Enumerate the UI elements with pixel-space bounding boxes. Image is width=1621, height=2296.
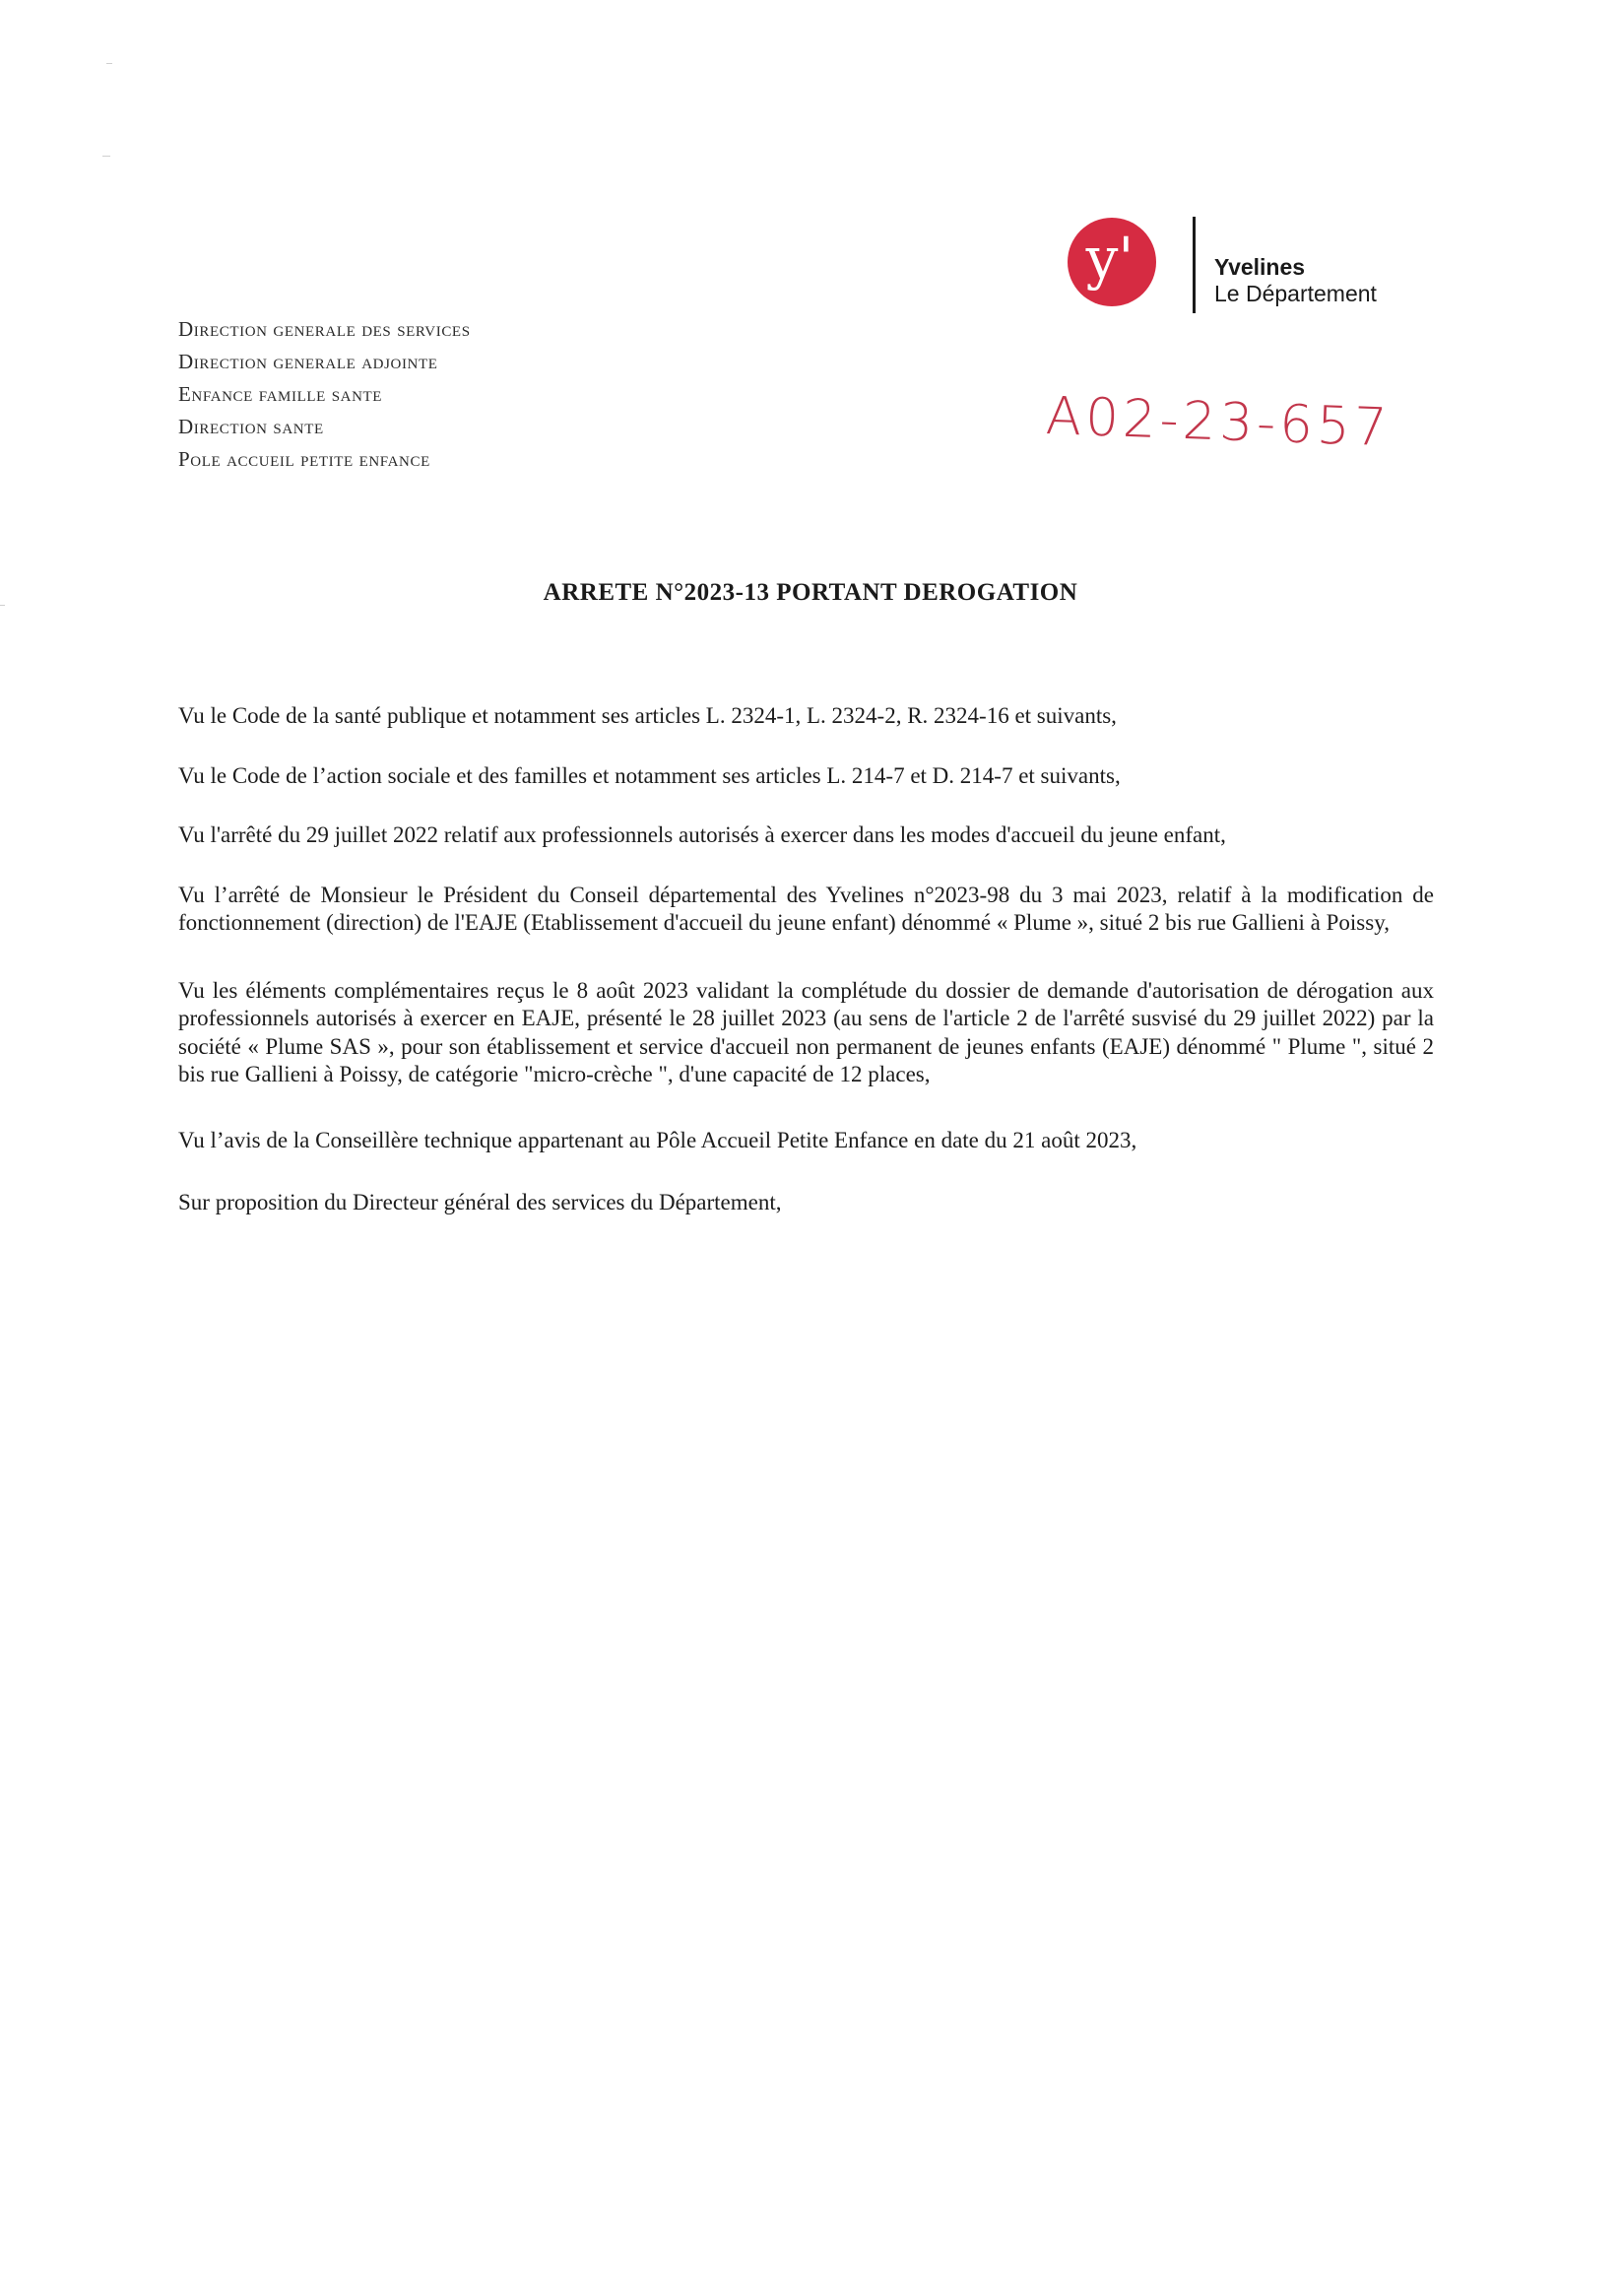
paragraph: Vu les éléments complémentaires reçus le 8 août 2023 validant la complétude du dossier de demande d'autorisation de dérogation aux professionnels autorisés à exercer en EAJE, présenté le 28 juillet 2023 (au sens de l'article 2 de l'arrêté susvisé du 29 juillet 2022) par la société « Plume SAS », pour son établissement et service d'accueil non permanent de jeunes enfants (EAJE) dénommé " Plume ", situé 2 bis rue Gallieni à Poissy, de catégorie "micro-crèche ", d'une capacité de 12 places, — [178, 977, 1434, 1086]
paragraph: Sur proposition du Directeur général des services du Département, — [178, 1190, 782, 1214]
scan-mark — [106, 63, 112, 64]
logo-subtitle: Le Département — [1214, 281, 1377, 306]
handwritten-reference: A02-23-657 — [1044, 386, 1393, 459]
logo-name: Yvelines — [1214, 254, 1306, 280]
scan-mark — [102, 156, 110, 157]
paragraph: Vu l’avis de la Conseillère technique appartenant au Pôle Accueil Petite Enfance en date du 21 août 2023, — [178, 1127, 1137, 1152]
logo-glyph: y' — [1085, 225, 1135, 292]
paragraph: Vu le Code de la santé publique et notamment ses articles L. 2324-1, L. 2324-2, R. 2324-16 et suivants, — [178, 703, 1117, 728]
logo-text — [1214, 254, 1377, 307]
paragraph: Vu l'arrêté du 29 juillet 2022 relatif aux professionnels autorisés à exercer dans les modes d'accueil du jeune enfant, — [178, 822, 1226, 847]
document-body — [178, 702, 1434, 1217]
header-line: Direction sante — [178, 415, 324, 438]
header-line: Pole accueil petite enfance — [178, 447, 430, 471]
paragraph: Vu le Code de l’action sociale et des familles et notamment ses articles L. 214-7 et D. 214-7 et suivants, — [178, 762, 1121, 788]
logo-divider — [1193, 217, 1196, 313]
paragraph: Vu l’arrêté de Monsieur le Président du Conseil départemental des Yvelines n°2023-98 du 3 mai 2023, relatif à la modification de fonctionnement (direction) de l'EAJE (Etablissement d'accueil du jeune enfant) dénommé « Plume », situé 2 bis rue Gallieni à Poissy, — [178, 882, 1434, 935]
document-title: ARRETE N°2023-13 PORTANT DEROGATION — [543, 579, 1078, 606]
header-line: Direction generale des services — [178, 317, 471, 341]
issuing-department-header — [178, 313, 471, 476]
yvelines-logo — [1064, 215, 1418, 323]
header-line: Enfance famille sante — [178, 382, 383, 406]
header-line: Direction generale adjointe — [178, 350, 438, 373]
yvelines-logo-icon — [1067, 217, 1157, 307]
